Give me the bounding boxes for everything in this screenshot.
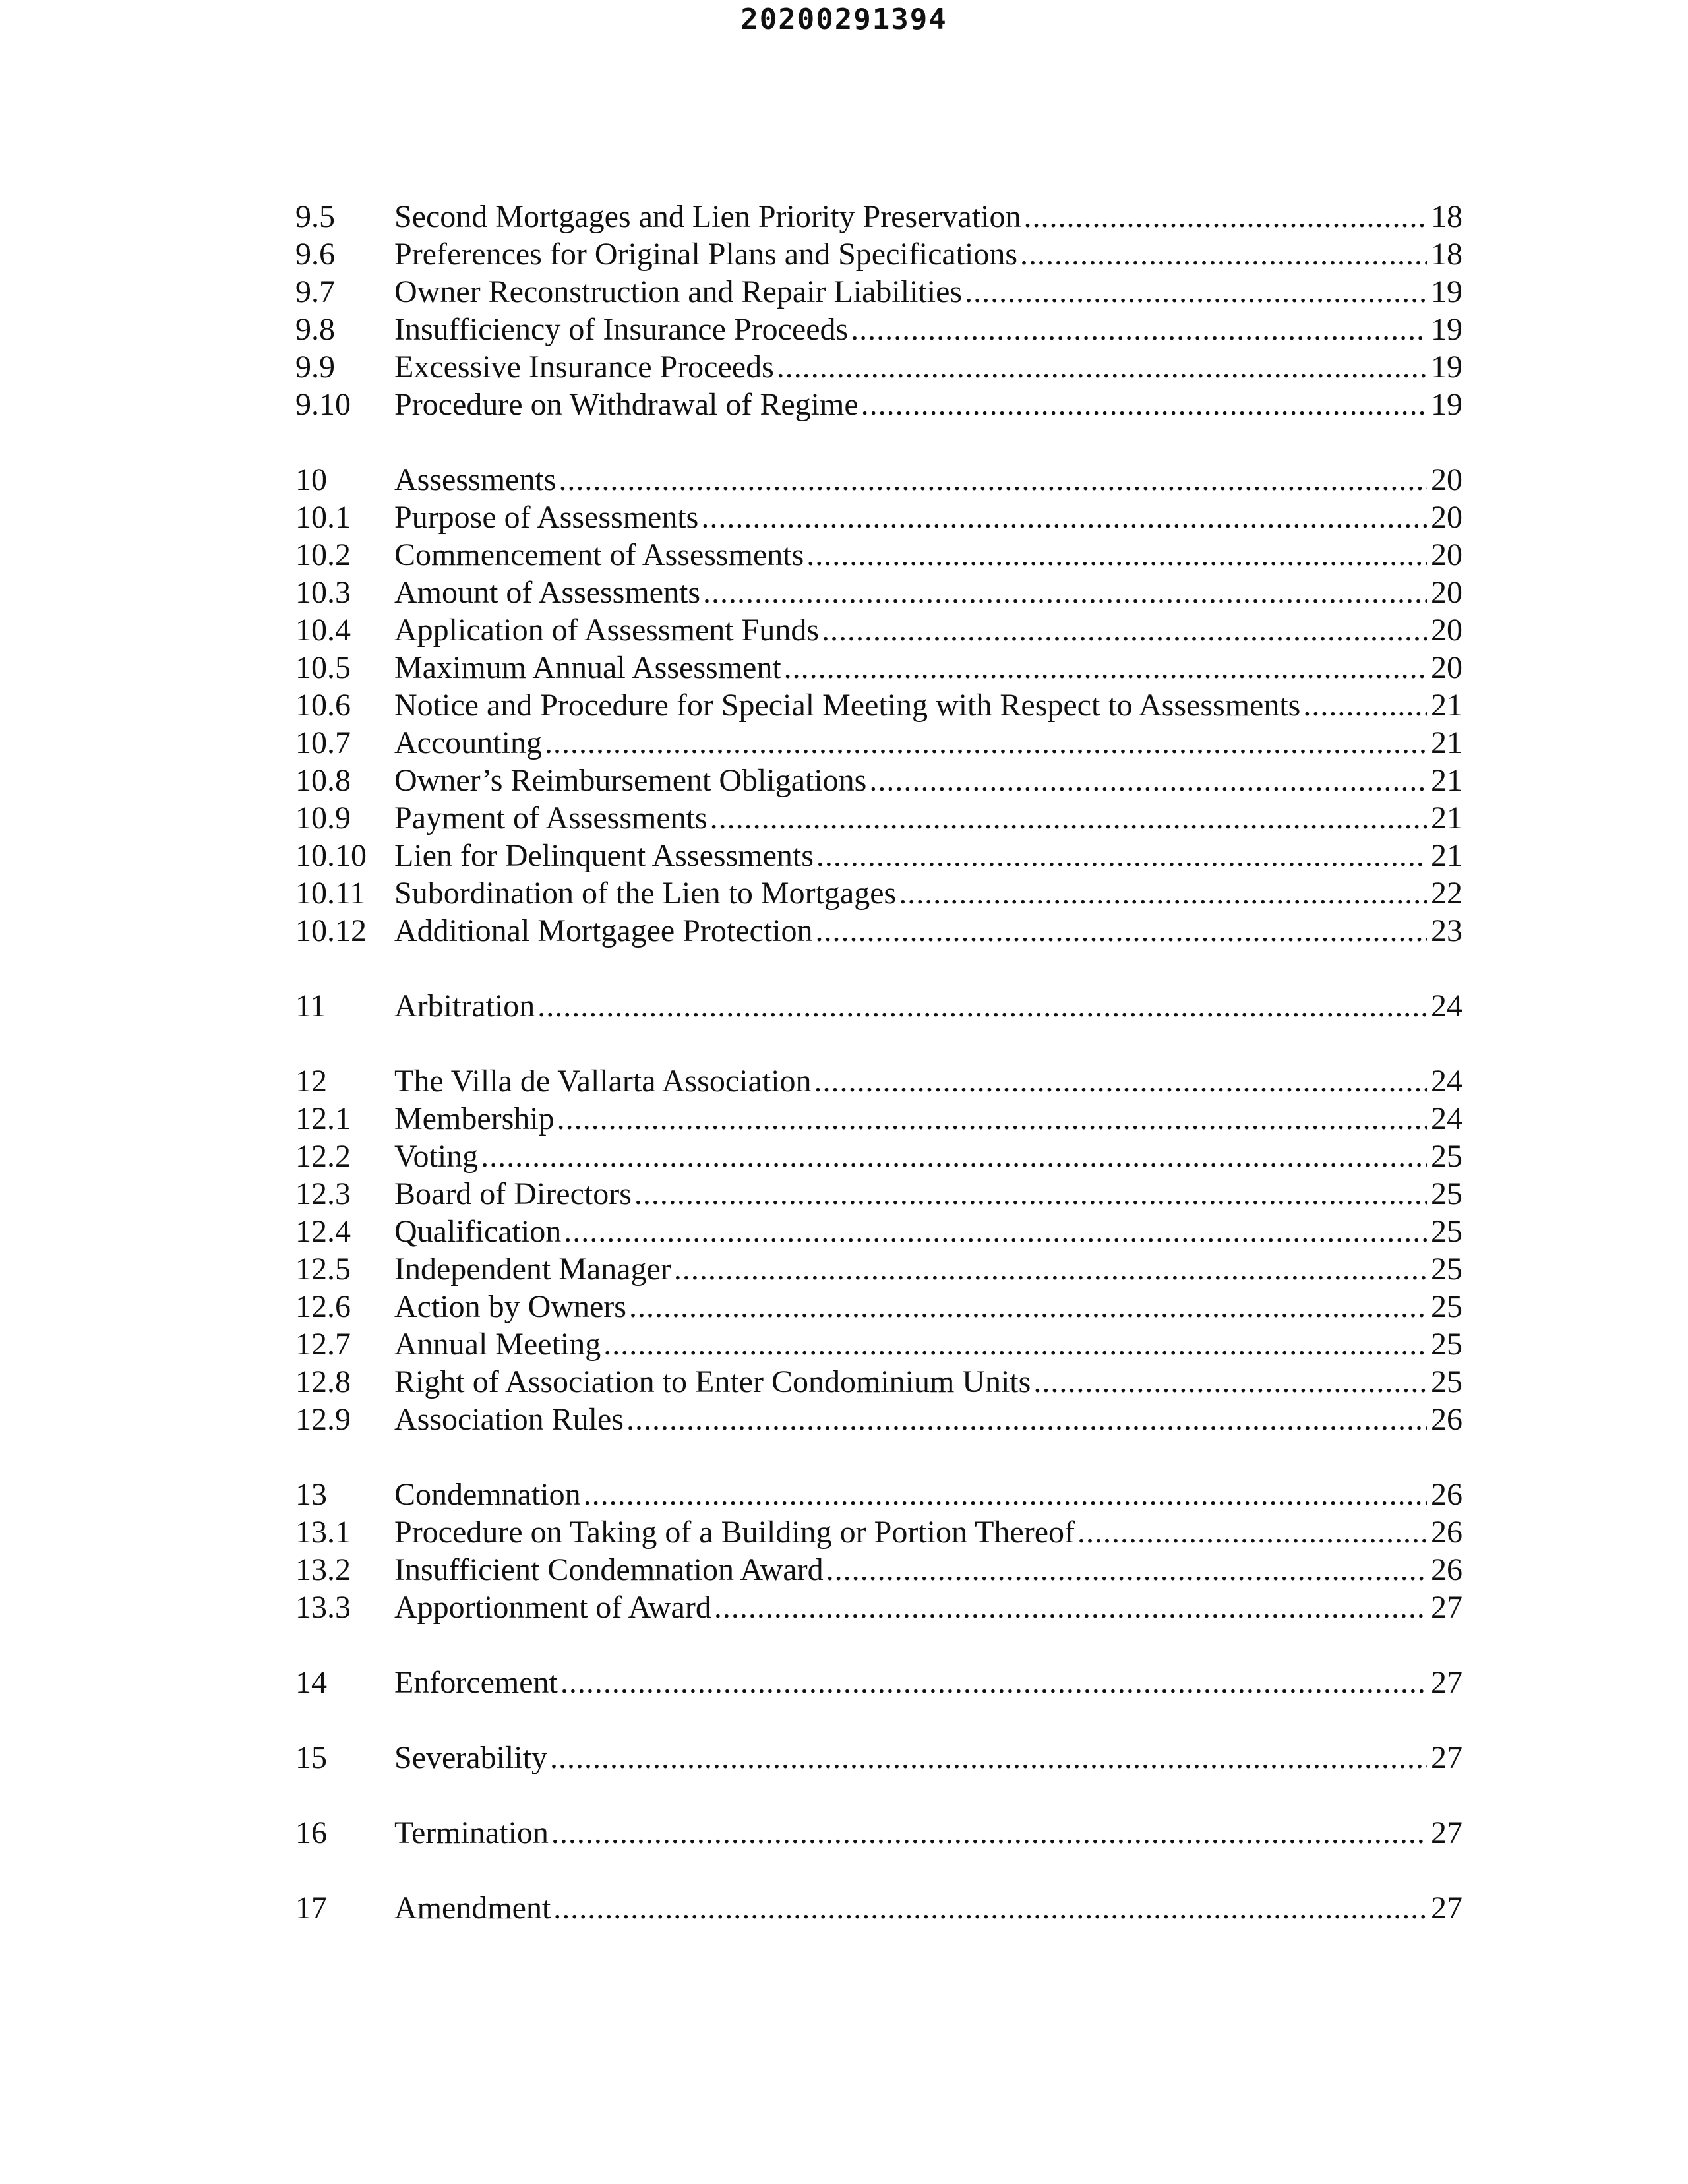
section-title: Independent Manager [394, 1252, 671, 1287]
section-number: 10.12 [295, 913, 367, 948]
section-number: 9.10 [295, 387, 351, 422]
toc-entry [295, 1476, 1462, 1513]
dot-leader [806, 536, 1427, 574]
section-number: 13.1 [295, 1515, 351, 1550]
section-title: Amendment [394, 1891, 551, 1926]
section-title: Apportionment of Award [394, 1590, 711, 1625]
page-number: 20 [1431, 650, 1462, 685]
section-number: 10 [295, 462, 327, 497]
toc-entry [295, 1551, 1462, 1589]
dot-leader [629, 1288, 1427, 1325]
toc-entry [295, 1664, 1462, 1701]
page-number: 27 [1431, 1590, 1462, 1625]
toc-entry [295, 1589, 1462, 1626]
section-number: 12 [295, 1064, 327, 1099]
dot-leader [784, 649, 1427, 686]
toc-entry [295, 1325, 1462, 1363]
section-title: Maximum Annual Assessment [394, 650, 781, 685]
dot-leader [701, 499, 1427, 536]
page-number: 25 [1431, 1327, 1462, 1362]
page-number: 23 [1431, 913, 1462, 948]
toc-entry [295, 912, 1462, 950]
toc-group [295, 1739, 1462, 1776]
section-number: 10.3 [295, 575, 351, 610]
toc-group [295, 461, 1462, 950]
section-title: Assessments [394, 462, 557, 497]
toc-entry [295, 987, 1462, 1025]
dot-leader [822, 611, 1427, 649]
dot-leader [560, 1664, 1427, 1701]
section-number: 13.2 [295, 1552, 351, 1587]
page-number: 20 [1431, 575, 1462, 610]
page-number: 19 [1431, 312, 1462, 347]
toc-entry [295, 1213, 1462, 1250]
page-number: 25 [1431, 1289, 1462, 1324]
toc-group [295, 1062, 1462, 1438]
section-number: 16 [295, 1815, 327, 1850]
section-title: Insufficiency of Insurance Proceeds [394, 312, 849, 347]
dot-leader [557, 1100, 1427, 1138]
dot-leader [545, 724, 1427, 762]
section-number: 9.7 [295, 274, 335, 309]
section-number: 9.6 [295, 237, 335, 272]
dot-leader [564, 1213, 1427, 1250]
page-number: 19 [1431, 349, 1462, 384]
dot-leader [814, 1062, 1427, 1100]
section-title: Notice and Procedure for Special Meeting with Respect to Assessments [394, 688, 1301, 723]
section-number: 10.4 [295, 613, 351, 648]
dot-leader [965, 273, 1427, 311]
toc-entry [295, 386, 1462, 423]
toc-group [295, 1476, 1462, 1626]
toc-entry [295, 235, 1462, 273]
page-number: 27 [1431, 1815, 1462, 1850]
toc-group [295, 1814, 1462, 1852]
dot-leader [1303, 686, 1427, 724]
section-title: Purpose of Assessments [394, 500, 699, 535]
dot-leader [551, 1814, 1427, 1852]
toc-entry [295, 1250, 1462, 1288]
dot-leader [861, 386, 1427, 423]
toc-entry [295, 1288, 1462, 1325]
section-title: Annual Meeting [394, 1327, 601, 1362]
toc-entry [295, 1401, 1462, 1438]
dot-leader [558, 461, 1427, 499]
section-title: Lien for Delinquent Assessments [394, 838, 814, 873]
dot-leader [899, 874, 1427, 912]
section-title: Owner’s Reimbursement Obligations [394, 763, 867, 798]
page-number: 26 [1431, 1515, 1462, 1550]
dot-leader [710, 799, 1427, 837]
toc-entry [295, 1739, 1462, 1776]
dot-leader [550, 1739, 1427, 1776]
section-title: Association Rules [394, 1402, 624, 1437]
section-title: Enforcement [394, 1665, 558, 1700]
toc-entry [295, 311, 1462, 348]
toc-entry [295, 348, 1462, 386]
toc-entry [295, 1175, 1462, 1213]
toc-entry [295, 536, 1462, 574]
section-number: 15 [295, 1740, 327, 1775]
section-number: 13.3 [295, 1590, 351, 1625]
page-number: 19 [1431, 274, 1462, 309]
page-number: 25 [1431, 1364, 1462, 1399]
dot-leader [851, 311, 1427, 348]
dot-leader [553, 1889, 1427, 1927]
section-number: 12.6 [295, 1289, 351, 1324]
dot-leader [634, 1175, 1427, 1213]
section-title: Termination [394, 1815, 549, 1850]
section-number: 13 [295, 1477, 327, 1512]
section-number: 9.5 [295, 199, 335, 234]
section-title: Commencement of Assessments [394, 537, 804, 572]
toc-entry [295, 649, 1462, 686]
dot-leader [626, 1401, 1427, 1438]
toc-entry [295, 611, 1462, 649]
toc-entry [295, 1100, 1462, 1138]
toc-entry [295, 1513, 1462, 1551]
section-title: Payment of Assessments [394, 801, 708, 835]
section-title: Second Mortgages and Lien Priority Preservation [394, 199, 1021, 234]
section-number: 10.8 [295, 763, 351, 798]
dot-leader [714, 1589, 1427, 1626]
section-title: Procedure on Withdrawal of Regime [394, 387, 859, 422]
section-title: Subordination of the Lien to Mortgages [394, 876, 897, 911]
toc-entry [295, 762, 1462, 799]
section-title: Qualification [394, 1214, 562, 1249]
page-number: 26 [1431, 1477, 1462, 1512]
page-number: 25 [1431, 1139, 1462, 1174]
toc-entry [295, 574, 1462, 611]
section-number: 12.7 [295, 1327, 351, 1362]
page-number: 27 [1431, 1891, 1462, 1926]
section-title: Action by Owners [394, 1289, 626, 1324]
page-number: 21 [1431, 688, 1462, 723]
section-number: 9.9 [295, 349, 335, 384]
dot-leader [1020, 235, 1427, 273]
page-number: 20 [1431, 462, 1462, 497]
section-title: Accounting [394, 725, 542, 760]
section-title: The Villa de Vallarta Association [394, 1064, 812, 1099]
section-title: Owner Reconstruction and Repair Liabilities [394, 274, 963, 309]
dot-leader [816, 837, 1427, 874]
section-number: 10.6 [295, 688, 351, 723]
toc-entry [295, 273, 1462, 311]
section-title: Voting [394, 1139, 479, 1174]
section-title: Amount of Assessments [394, 575, 701, 610]
section-number: 12.4 [295, 1214, 351, 1249]
section-title: Severability [394, 1740, 547, 1775]
section-number: 12.8 [295, 1364, 351, 1399]
page-number: 27 [1431, 1665, 1462, 1700]
dot-leader [674, 1250, 1427, 1288]
toc-group [295, 1664, 1462, 1701]
section-number: 11 [295, 988, 326, 1023]
section-title: Excessive Insurance Proceeds [394, 349, 774, 384]
toc-entry [295, 799, 1462, 837]
toc-entry [295, 1889, 1462, 1927]
section-number: 10.2 [295, 537, 351, 572]
dot-leader [603, 1325, 1427, 1363]
page-number: 21 [1431, 801, 1462, 835]
toc-group [295, 1889, 1462, 1927]
section-number: 10.1 [295, 500, 351, 535]
section-number: 14 [295, 1665, 327, 1700]
section-title: Membership [394, 1101, 555, 1136]
toc-entry [295, 1062, 1462, 1100]
section-number: 10.9 [295, 801, 351, 835]
toc-entry [295, 1814, 1462, 1852]
section-number: 9.8 [295, 312, 335, 347]
toc-group [295, 987, 1462, 1025]
page-number: 21 [1431, 725, 1462, 760]
page-number: 18 [1431, 199, 1462, 234]
toc-entry [295, 724, 1462, 762]
dot-leader [1077, 1513, 1427, 1551]
dot-leader [703, 574, 1427, 611]
page-number: 25 [1431, 1252, 1462, 1287]
document-number: 20200291394 [740, 3, 948, 36]
dot-leader [826, 1551, 1427, 1589]
dot-leader [1023, 198, 1427, 235]
section-number: 10.5 [295, 650, 351, 685]
section-title: Board of Directors [394, 1176, 632, 1211]
page-number: 20 [1431, 537, 1462, 572]
toc-entry [295, 499, 1462, 536]
section-title: Procedure on Taking of a Building or Portion Thereof [394, 1515, 1075, 1550]
toc-entry [295, 1138, 1462, 1175]
toc-entry [295, 837, 1462, 874]
page-number: 20 [1431, 613, 1462, 648]
dot-leader [777, 348, 1427, 386]
page-number: 24 [1431, 1101, 1462, 1136]
toc-entry [295, 461, 1462, 499]
dot-leader [1033, 1363, 1427, 1401]
dot-leader [537, 987, 1427, 1025]
section-number: 12.2 [295, 1139, 351, 1174]
section-number: 10.11 [295, 876, 366, 911]
section-number: 10.10 [295, 838, 367, 873]
page-number: 25 [1431, 1176, 1462, 1211]
page-number: 21 [1431, 838, 1462, 873]
toc-group [295, 198, 1462, 423]
section-number: 12.1 [295, 1101, 351, 1136]
section-number: 10.7 [295, 725, 351, 760]
section-title: Application of Assessment Funds [394, 613, 819, 648]
page-number: 27 [1431, 1740, 1462, 1775]
toc-entry [295, 874, 1462, 912]
section-number: 12.9 [295, 1402, 351, 1437]
section-title: Right of Association to Enter Condominium Units [394, 1364, 1031, 1399]
section-title: Preferences for Original Plans and Specifications [394, 237, 1018, 272]
section-number: 17 [295, 1891, 327, 1926]
dot-leader [584, 1476, 1427, 1513]
toc-entry [295, 686, 1462, 724]
page-number: 22 [1431, 876, 1462, 911]
page-number: 24 [1431, 988, 1462, 1023]
toc-entry [295, 198, 1462, 235]
page-number: 24 [1431, 1064, 1462, 1099]
page-number: 20 [1431, 500, 1462, 535]
section-number: 12.3 [295, 1176, 351, 1211]
toc-entry [295, 1363, 1462, 1401]
page-number: 21 [1431, 763, 1462, 798]
page-number: 19 [1431, 387, 1462, 422]
section-title: Insufficient Condemnation Award [394, 1552, 824, 1587]
page-number: 26 [1431, 1402, 1462, 1437]
dot-leader [869, 762, 1427, 799]
section-title: Arbitration [394, 988, 535, 1023]
page-number: 18 [1431, 237, 1462, 272]
section-number: 12.5 [295, 1252, 351, 1287]
dot-leader [816, 912, 1427, 950]
table-of-contents [295, 198, 1462, 1964]
section-title: Additional Mortgagee Protection [394, 913, 813, 948]
page-number: 26 [1431, 1552, 1462, 1587]
page-number: 25 [1431, 1214, 1462, 1249]
section-title: Condemnation [394, 1477, 581, 1512]
dot-leader [481, 1138, 1427, 1175]
